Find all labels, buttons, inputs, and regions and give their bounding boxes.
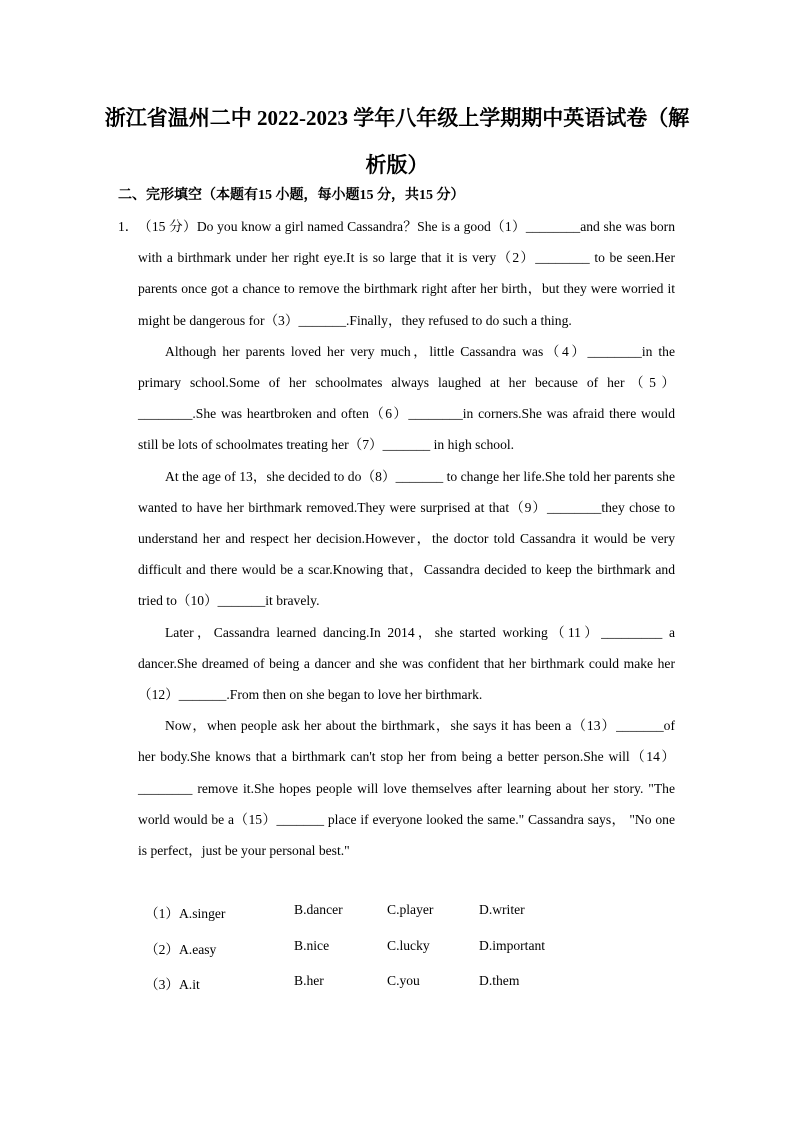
option-b: B.dancer [294,902,343,917]
option-c: C.you [387,973,420,989]
option-row [145,973,665,1009]
passage-paragraph: （15 分）Do you know a girl named Cassandra？She is a good（1）________and she was born with a birthmark under her right eye.It is so large that it is very（2）________ to be seen.Her parents once got a chance to remove the birthmark right after her birth，but they were worried it might be dangerous for（3）_______.Finally，they refused to do such a thing. [138,219,675,328]
passage-paragraph: Now，when people ask her about the birthmark，she says it has been a（13）_______of her body.She knows that a birthmark can't stop her from being a better person.She will（14）________ remove it.She hopes people will love themselves after learning about her story. "The world would be a（15）_______ place if everyone looked the same." Cassandra says， "No one is perfect，just be your personal best." [138,718,675,859]
option-a: （1）A.singer [145,906,226,921]
option-b: B.nice [294,937,330,953]
option-row [145,938,665,974]
option-c: C.lucky [387,937,430,953]
title-line-1: 浙江省温州二中 2022-2023 学年八年级上学期期中英语试卷（解 [104,106,690,130]
document-title [100,95,694,189]
option-row [145,902,665,938]
option-d: D.important [479,937,546,953]
option-a: （2）A.easy [145,941,217,957]
passage-paragraph: Although her parents loved her very much，little Cassandra was（4）________in the primary school.Some of her schoolmates always laughed at her because of her（5）________.She was heartbroken and often（6）________in corners.She was afraid there would still be lots of schoolmates treating her（7）_______ in high school. [138,343,675,453]
answer-options [145,902,665,1009]
passage-paragraph: Later，Cassandra learned dancing.In 2014，she started working（11）_________ a dancer.She dreamed of being a dancer and she was confident that her birthmark could make her（12）_______.From then on she began to love her birthmark. [138,624,675,703]
option-c: C.player [387,902,434,917]
passage-paragraph: At the age of 13，she decided to do（8）_______ to change her life.She told her parents she wanted to have her birthmark removed.They were surprised at that（9）________they chose to understand her and respect her decision.However，the doctor told Cassandra it would be very difficult and there would be a scar.Knowing that，Cassandra decided to keep the birthmark and tried to（10）_______it bravely. [138,468,675,609]
section-heading: 二、完形填空（本题有15 小题，每小题15 分，共15 分） [118,188,465,203]
title-line-2: 析版） [365,153,429,177]
option-b: B.her [294,973,324,989]
cloze-passage [118,211,675,866]
question-number: 1． [118,219,139,234]
option-d: D.writer [479,902,525,917]
option-a: （3）A.it [145,977,200,993]
option-d: D.them [479,973,520,989]
